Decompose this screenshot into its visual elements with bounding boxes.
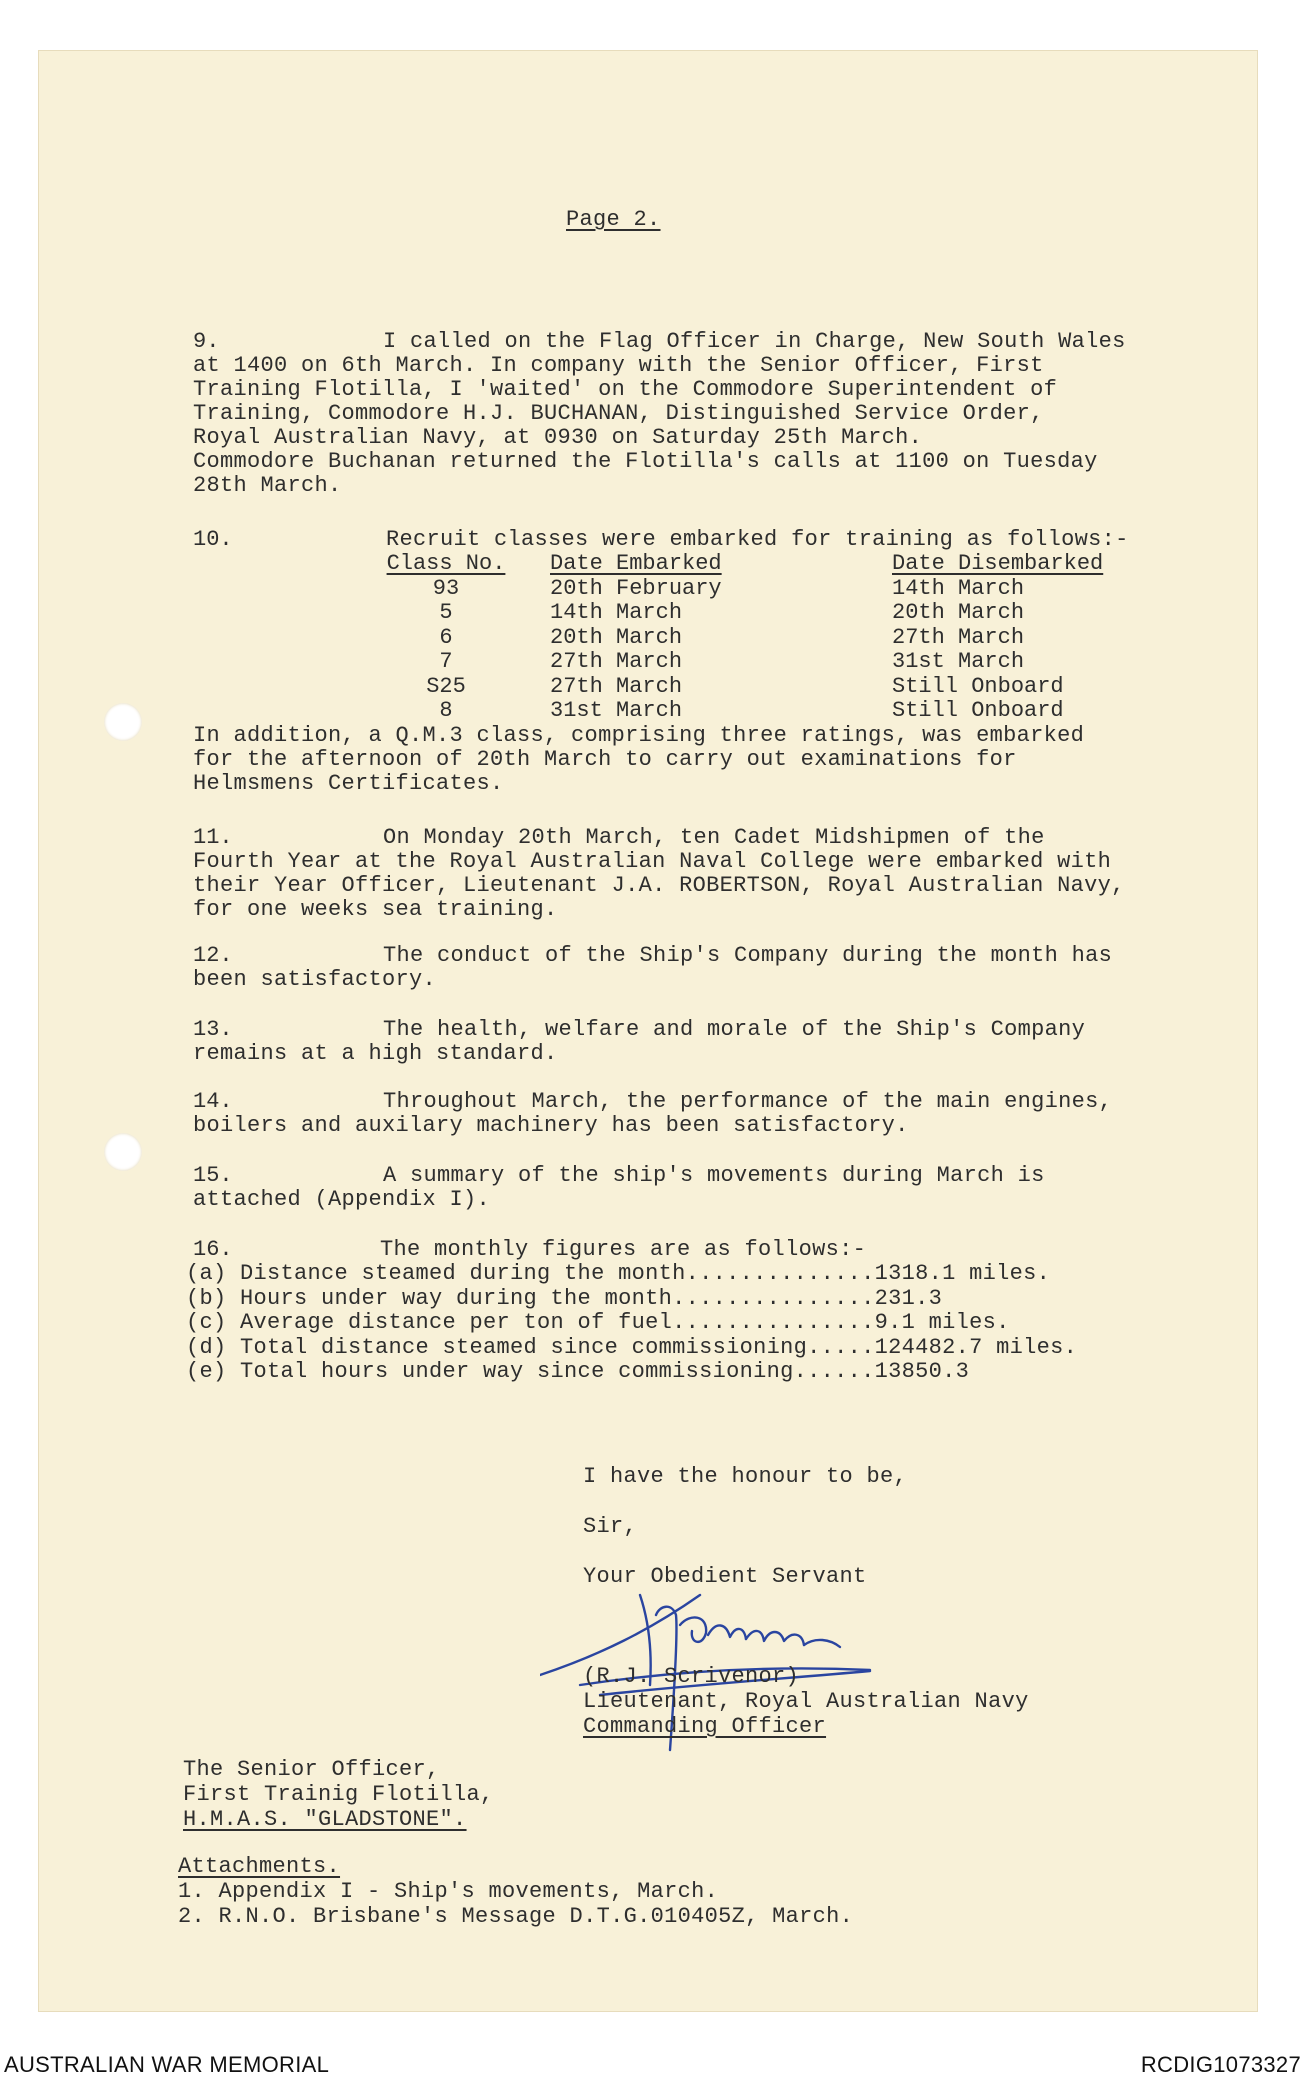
paragraph-14-text: Throughout March, the performance of the main engines, boilers and auxilary machinery has been satisfactory. xyxy=(193,1089,1113,1138)
date-disembarked-header: Date Disembarked xyxy=(892,551,1104,576)
date-disembarked-cell: 20th March xyxy=(892,600,1025,625)
paragraph-15-text: A summary of the ship's movements during March is attached (Appendix I). xyxy=(193,1163,1045,1212)
paragraph-12-text: The conduct of the Ship's Company during the month has been satisfactory. xyxy=(193,943,1113,992)
footer-source-label: AUSTRALIAN WAR MEMORIAL xyxy=(4,2052,330,2077)
closing-line-2: Sir, xyxy=(583,1514,638,1539)
paragraph-11-text: On Monday 20th March, ten Cadet Midshipmen of the Fourth Year at the Royal Australian Naval College were embarked with their Year Officer, Lieutenant J.A. ROBERTSON, Royal Australian Navy, for one weeks sea training. xyxy=(193,825,1125,922)
class-no-cell: 6 xyxy=(439,624,453,650)
paragraph-9-text: I called on the Flag Officer in Charge, New South Wales at 1400 on 6th March. In company with the Senior Officer, First Training Flotilla, I 'waited' on the Commodore Superintendent of Training, Commodore H.J. BUCHANAN, Distinguished Service Order, Royal Australian Navy, at 0930 on Saturday 25th March. Commodore Buchanan returned the Flotilla's calls at 1100 on Tuesday 28th March. xyxy=(193,329,1126,498)
closing-line-3: Your Obedient Servant xyxy=(583,1564,867,1589)
monthly-figure-item: (e) Total hours under way since commissioning......13850.3 xyxy=(186,1359,970,1384)
paragraph-10-intro: Recruit classes were embarked for training as follows:- xyxy=(386,527,1129,552)
attachment-item: 2. R.N.O. Brisbane's Message D.T.G.010405Z, March. xyxy=(178,1904,854,1929)
date-embarked-cell: 14th March xyxy=(550,600,683,625)
class-no-cell: 8 xyxy=(439,698,453,723)
paragraph-14-number: 14. xyxy=(193,1089,233,1114)
date-disembarked-cell: Still Onboard xyxy=(892,698,1064,723)
attachment-item: 1. Appendix I - Ship's movements, March. xyxy=(178,1879,719,1904)
date-disembarked-cell: 31st March xyxy=(892,649,1025,674)
signatory-rank: Lieutenant, Royal Australian Navy xyxy=(583,1689,1029,1714)
paragraph-16-number: 16. xyxy=(193,1237,233,1262)
class-no-cell: 93 xyxy=(432,575,460,601)
class-no-column xyxy=(386,552,506,724)
paragraph-13-text: The health, welfare and morale of the Ship's Company remains at a high standard. xyxy=(193,1017,1086,1066)
monthly-figure-item: (a) Distance steamed during the month..............1318.1 miles. xyxy=(186,1261,1051,1286)
date-embarked-cell: 20th February xyxy=(550,575,722,601)
monthly-figure-item: (d) Total distance steamed since commissioning.....124482.7 miles. xyxy=(186,1334,1078,1360)
monthly-figure-item: (c) Average distance per ton of fuel...............9.1 miles. xyxy=(186,1310,1010,1335)
punch-hole xyxy=(104,703,142,741)
monthly-figures-list xyxy=(186,1262,1077,1385)
date-disembarked-cell: 27th March xyxy=(892,624,1025,650)
date-embarked-cell: 27th March xyxy=(550,649,683,674)
date-embarked-cell: 20th March xyxy=(550,624,683,650)
paragraph-10-number: 10. xyxy=(193,527,233,552)
date-embarked-cell: 31st March xyxy=(550,698,683,723)
date-disembarked-cell: Still Onboard xyxy=(892,673,1064,699)
class-no-cell: 5 xyxy=(439,600,453,625)
paragraph-13-number: 13. xyxy=(193,1017,233,1042)
date-disembarked-column xyxy=(892,552,1103,724)
class-no-cell: 7 xyxy=(439,649,453,674)
addressee-line-1: The Senior Officer, xyxy=(183,1757,440,1782)
paragraph-10-additional: In addition, a Q.M.3 class, comprising three ratings, was embarked for the afternoon of 20th March to carry out examinations for Helmsmens Certificates. xyxy=(193,723,1085,796)
punch-hole xyxy=(104,1133,142,1171)
addressee-line-2: First Trainig Flotilla, xyxy=(183,1782,494,1807)
class-no-cell: S25 xyxy=(426,673,466,699)
signatory-role: Commanding Officer xyxy=(583,1714,827,1739)
date-embarked-column xyxy=(550,552,722,724)
paragraph-15-number: 15. xyxy=(193,1163,233,1188)
addressee-line-3: H.M.A.S. "GLADSTONE". xyxy=(183,1807,467,1832)
date-embarked-header: Date Embarked xyxy=(550,551,722,576)
class-no-header: Class No. xyxy=(386,551,506,576)
closing-line-1: I have the honour to be, xyxy=(583,1464,908,1489)
paragraph-16-intro: The monthly figures are as follows:- xyxy=(380,1237,867,1262)
signatory-name: (R.J. Scrivenor) xyxy=(583,1664,800,1689)
page-title: Page 2. xyxy=(566,207,661,232)
date-disembarked-cell: 14th March xyxy=(892,575,1025,601)
paragraph-11-number: 11. xyxy=(193,825,233,850)
attachments-heading: Attachments. xyxy=(178,1854,341,1879)
footer-record-id: RCDIG1073327 xyxy=(1140,2052,1301,2077)
date-embarked-cell: 27th March xyxy=(550,673,683,699)
paragraph-12-number: 12. xyxy=(193,943,233,968)
paragraph-9-number: 9. xyxy=(193,329,220,354)
monthly-figure-item: (b) Hours under way during the month...............231.3 xyxy=(186,1285,943,1311)
signature-text: Wscrivenor xyxy=(540,1575,547,1576)
